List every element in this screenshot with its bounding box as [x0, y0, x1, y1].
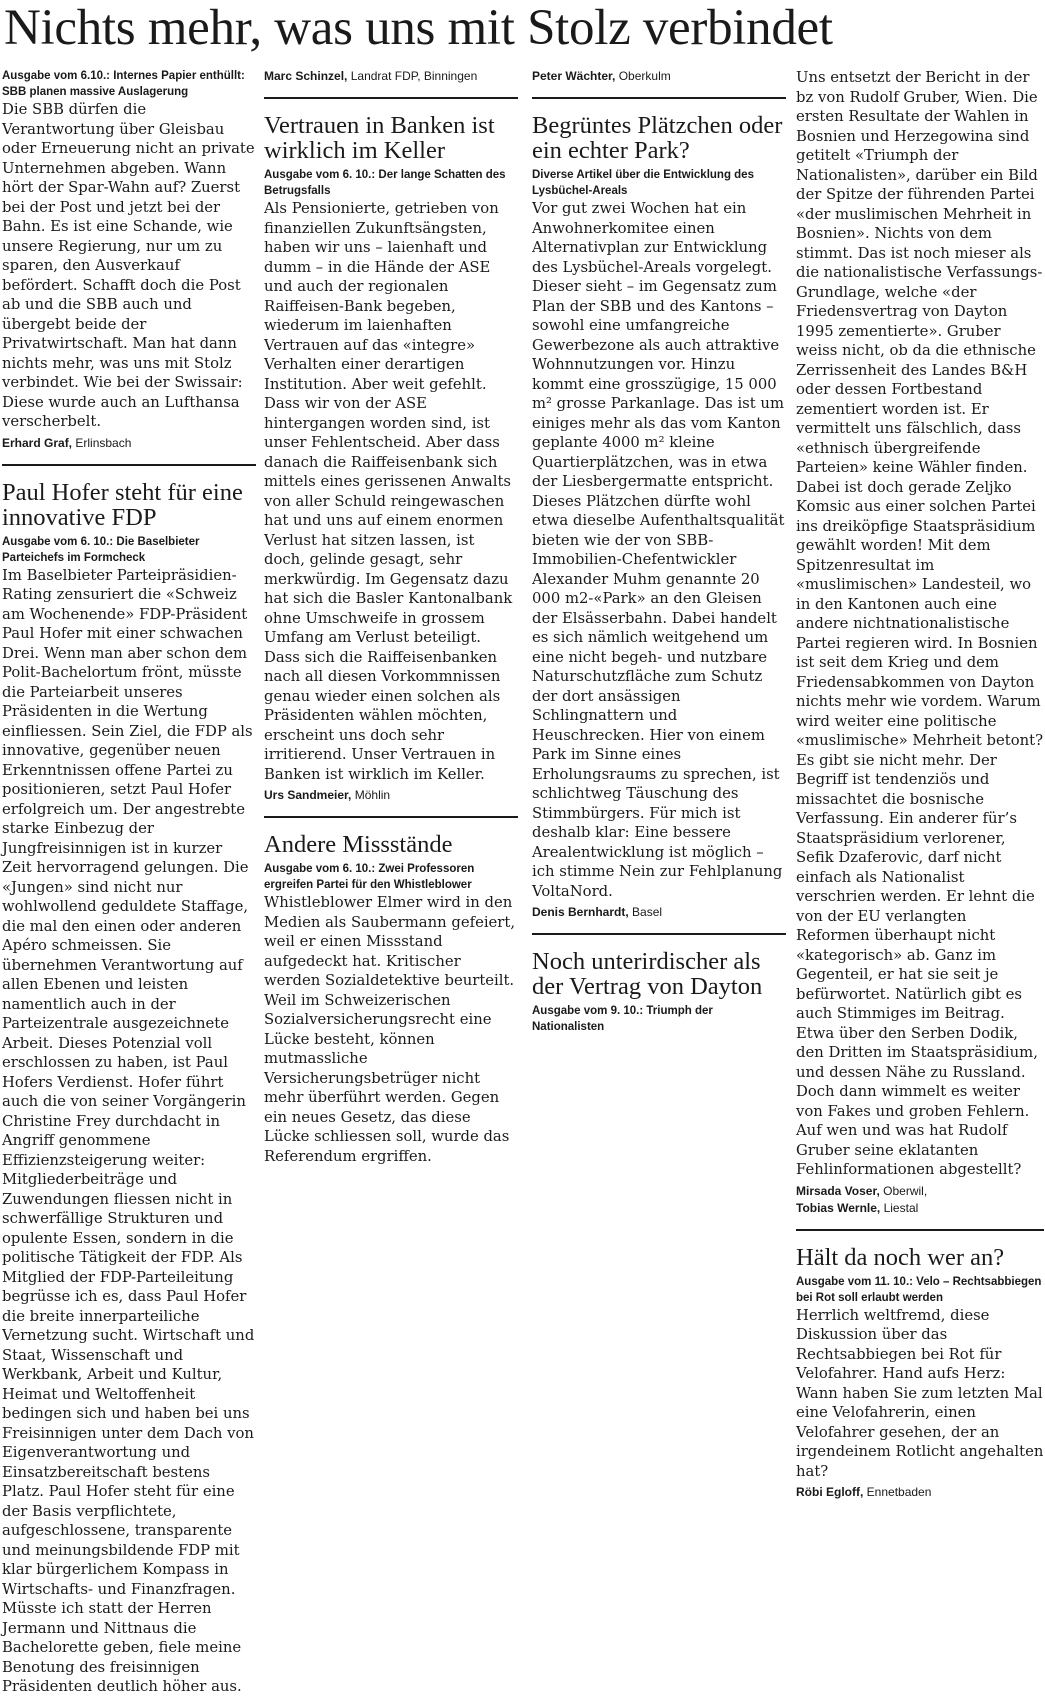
- section-divider: [796, 1229, 1044, 1231]
- page-headline: Nichts mehr, was uns mit Stolz verbindet: [4, 0, 833, 56]
- author-name: Urs Sandmeier,: [264, 788, 352, 802]
- letter-missstaende: [264, 832, 518, 1166]
- letter-sbb: [2, 68, 256, 452]
- letter-body: Uns entsetzt der Bericht in der bz von Rudolf Gruber, Wien. Die ersten Resultate der Wahlen in Bosnien und Herzegowina sind getitelt «Triumph der Nationalisten», darüber ein Bild der Spitze der führenden Partei «der muslimischen Mehrheit in Bosnien». Nichts von dem stimmt. Das ist noch mieser als die nationalistische Verfassungs-Grundlage, welche «der Friedensvertrag von Dayton 1995 zementierte». Gruber weiss nicht, ob da die ethnische Zerrissenheit des Landes B&H oder dessen Fortbestand zementiert worden ist. Er vermittelt uns fälschlich, dass «ethnisch übergreifende Parteien» keine Wähler finden. Dabei ist doch gerade Zeljko Komsic aus einer solchen Partei ins dreiköpfige Staatspräsidium gewählt worden! Mit dem Spitzenresultat im «muslimischen» Landesteil, wo in den Kantonen auch eine andere nichtnationalistische Partei regieren wird. In Bosnien ist seit dem Krieg und dem Friedensabkommen von Dayton nichts mehr wie vordem. Warum wird weiter eine politische «muslimische» Mehrheit betont? Es gibt sie nicht mehr. Der Begriff ist tendenziös und missachtet die bosnische Verfassung. Ein anderer für’s Staatspräsidium verlorener, Sefik Dzaferovic, darf nicht einfach als Nationalist verschrien werden. Er lehnt die von der EU verlangten Reformen überhaupt nicht «kategorisch» ab. Ganz im Gegenteil, er hat sie seit je befürwortet. Natürlich gibt es auch Stimmiges im Beitrag. Etwa über den Serben Dodik, den Dritten im Staatspräsidium, und dessen Nähe zu Russland. Doch dann wimmelt es weiter von Fakes und groben Fehlern. Auf wen und was hat Rudolf Gruber seine eklatanten Fehlinformationen abgestellt?: [796, 69, 1044, 1178]
- author-place: Landrat FDP, Binningen: [350, 69, 478, 83]
- author-place: Oberwil,: [883, 1183, 928, 1198]
- letter-hofer: [2, 480, 256, 1697]
- letter-title: Vertrauen in Banken ist wirklich im Keller: [264, 112, 495, 164]
- letter-byline: [796, 1183, 1044, 1217]
- author-place: Möhlin: [354, 788, 391, 802]
- letter-title: Andere Missstände: [264, 831, 453, 858]
- column-1: [2, 68, 256, 1697]
- section-divider: [2, 464, 256, 466]
- letter-body: Whistleblower Elmer wird in den Medien als Saubermann gefeiert, weil er einen Missstand aufgedeckt hat. Kritischer werden Sozialdetektive beurteilt. Weil im Schweizerischen Sozialversicherungsrecht eine Lücke besteht, können mutmassliche Versicherungsbetrüger nicht mehr überführt werden. Gegen ein neues Gesetz, das diese Lücke schliessen soll, wurde das Referendum ergriffen.: [264, 894, 516, 1165]
- letter-reference: Ausgabe vom 6. 10.: Der lange Schatten des Betrugsfalls: [264, 169, 506, 197]
- letter-body: Herrlich weltfremd, diese Diskussion über das Rechtsabbiegen bei Rot für Velofahrer. Hand aufs Herz: Wann haben Sie zum letzten Mal eine Velofahrerin, einen Velofahrer gesehen, der an irgendeinem Rotlicht angehalten hat?: [796, 1306, 1044, 1480]
- letter-lysbuechel: [532, 113, 786, 921]
- letter-title: Noch unterirdischer als der Vertrag von Dayton: [532, 948, 763, 1000]
- letter-byline: [264, 787, 518, 804]
- author-place: Ennetbaden: [866, 1485, 932, 1499]
- author-name-2: Tobias Wernle,: [796, 1200, 881, 1215]
- letter-velo: [796, 1245, 1044, 1502]
- letter-reference: Ausgabe vom 11. 10.: Velo – Rechtsabbiegen bei Rot soll erlaubt werden: [796, 1275, 1042, 1304]
- column-3: [532, 68, 786, 1035]
- letter-title: Hält da noch wer an?: [796, 1243, 1005, 1271]
- letter-reference: Ausgabe vom 6. 10.: Die Baselbieter Parteichefs im Formcheck: [2, 535, 200, 564]
- letter-reference: Diverse Artikel über die Entwicklung des Lysbüchel-Areals: [532, 169, 754, 197]
- letter-byline: [264, 68, 518, 85]
- section-divider: [264, 97, 518, 99]
- column-4: [796, 68, 1044, 1501]
- letter-byline: [532, 68, 786, 85]
- letter-dayton: [532, 949, 786, 1035]
- letter-byline: [796, 1484, 1044, 1501]
- letter-title: Paul Hofer steht für eine innovative FDP: [2, 478, 243, 531]
- section-divider: [264, 816, 518, 818]
- letter-reference: Ausgabe vom 6. 10.: Zwei Professoren ergreifen Partei für den Whistleblower: [264, 863, 475, 891]
- section-divider: [532, 933, 786, 935]
- author-place-2: Liestal: [883, 1200, 919, 1215]
- author-place: Oberkulm: [618, 69, 671, 83]
- letter-byline: [532, 904, 786, 921]
- author-place: Erlinsbach: [75, 435, 132, 450]
- letter-banken: [264, 113, 518, 804]
- letter-body: Im Baselbieter Parteipräsidien-Rating zensuriert die «Schweiz am Wochenende» FDP-Präsident Paul Hofer mit einer schwachen Drei. Wenn man aber schon dem Polit-Bachelortum frönt, müsste die Parteiarbeit unseres Präsidenten in die Wertung einfliessen. Sein Ziel, die FDP als innovative, gegenüber neuen Erkenntnissen offene Partei zu positionieren, setzt Paul Hofer erfolgreich um. Der angestrebte starke Einbezug der Jungfreisinnigen ist in kurzer Zeit hervorragend gelungen. Die «Jungen» sind nicht nur wohlwollend geduldete Staffage, die mal den einen oder anderen Apéro schmeissen. Sie übernehmen Verantwortung auf allen Ebenen und leisten namentlich auch in der Parteizentrale ausgezeichnete Arbeit. Dieses Potenzial voll erschlossen zu haben, ist Paul Hofers Verdienst. Hofer führt auch die von seiner Vorgängerin Christine Frey durchdacht in Angriff genommene Effizienzsteigerung weiter: Mitgliederbeiträge und Zuwendungen fliessen nicht in schwerfällige Strukturen und opulente Essen, sondern in die politische Tätigkeit der FDP. Als Mitglied der FDP-Parteileitung begrüsse ich es, dass Paul Hofer die breite innerparteiliche Vernetzung sucht. Wirtschaft und Staat, Wissenschaft und Werkbank, Arbeit und Kultur, Heimat und Weltoffenheit bedingen sich und haben bei uns Freisinnigen unter dem Dach von Eigenverantwortung und Einsatzbereitschaft bestens Platz. Paul Hofer steht für eine der Basis verpflichtete, aufgeschlossene, transparente und meinungsbildende FDP mit klar bürgerlichem Kompass in Wirtschafts- und Finanzfragen. Müsste ich statt der Herren Jermann und Nittnaus die Bachelorette geben, fiele meine Benotung des freisinnigen Präsidenten deutlich höher aus.: [2, 566, 255, 1695]
- letter-body: Als Pensionierte, getrieben von finanziellen Zukunftsängsten, haben wir uns – laienhaft und dumm – in die Hände der ASE und auch der regionalen Raiffeisen-Bank begeben, wiederum im laienhaften Vertrauen auf das «integre» Verhalten einer derartigen Institution. Aber weit gefehlt. Dass wir von der ASE hintergangen worden sind, ist unser Fehlentscheid. Aber dass danach die Raiffeisenbank sich mittels eines gerissenen Anwalts von aller Schuld reingewaschen hat und uns auf einem enormen Verlust hat sitzen lassen, ist doch, gelinde gesagt, sehr merkwürdig. Im Gegensatz dazu hat sich die Basler Kantonalbank ohne Umschweife in grossem Umfang am Verlust beteiligt. Dass sich die Raiffeisenbanken nach all diesen Vorkommnissen genau wieder einen solchen als Präsidenten wählen möchten, erscheint uns doch sehr irritierend. Unser Vertrauen in Banken ist wirklich im Keller.: [264, 200, 513, 783]
- author-name: Peter Wächter,: [532, 69, 616, 83]
- letter-body: Vor gut zwei Wochen hat ein Anwohnerkomitee einen Alternativplan zur Entwicklung des Lysbüchel-Areals vorgelegt. Dieser sieht – im Gegensatz zum Plan der SBB und des Kantons – sowohl eine umfangreiche Gewerbezone als auch attraktive Wohnnutzungen vor. Hinzu kommt eine grosszügige, 15 000 m² grosse Parkanlage. Das ist um einiges mehr als das vom Kanton geplante 4000 m² kleine Quartierplätzchen, was in etwa der Liesbergermatte entspricht. Dieses Plätzchen dürfte wohl etwa dieselbe Aufenthaltsqualität bieten wie der von SBB-Immobilien-Chefentwickler Alexander Muhm genannte 20 000 m2-«Park» an den Gleisen der Elsässerbahn. Dabei handelt es sich nämlich weitgehend um eine nicht begeh- und nutzbare Naturschutzfläche zum Schutz der dort ansässigen Schlingnattern und Heuschrecken. Hier von einem Park im Sinne eines Erholungsraums zu sprechen, ist schlichtweg Täuschung des Stimmbürgers. Für mich ist deshalb klar: Eine bessere Arealentwicklung ist möglich – ich stimme Nein zur Fehlplanung VoltaNord.: [532, 200, 785, 900]
- letter-title: Begrüntes Plätzchen oder ein echter Park?: [532, 112, 783, 164]
- letter-reference: Ausgabe vom 6.10.: Internes Papier enthüllt: SBB planen massive Auslagerung: [2, 70, 245, 98]
- author-name: Marc Schinzel,: [264, 69, 348, 83]
- column-2: [264, 68, 518, 1166]
- letter-byline: [2, 435, 256, 452]
- section-divider: [532, 97, 786, 99]
- author-name: Mirsada Voser,: [796, 1183, 880, 1198]
- author-name: Denis Bernhardt,: [532, 905, 629, 919]
- letter-reference: Ausgabe vom 9. 10.: Triumph der Nationalisten: [532, 1005, 713, 1033]
- author-name: Erhard Graf,: [2, 435, 73, 450]
- author-name: Röbi Egloff,: [796, 1485, 864, 1499]
- letter-body: Die SBB dürfen die Verantwortung über Gleisbau oder Erneuerung nicht an private Unternehmen abgeben. Wann hört der Spar-Wahn auf? Zuerst bei der Post und jetzt bei der Bahn. Es ist eine Schande, wie unsere Regierung, nur um zu sparen, den Ausverkauf befördert. Schafft doch die Post ab und die SBB auch und übergebt beide der Privatwirtschaft. Man hat dann nichts mehr, was uns mit Stolz verbindet. Wie bei der Swissair: Diese wurde auch an Lufthansa verscherbelt.: [2, 101, 255, 430]
- author-place: Basel: [632, 905, 663, 919]
